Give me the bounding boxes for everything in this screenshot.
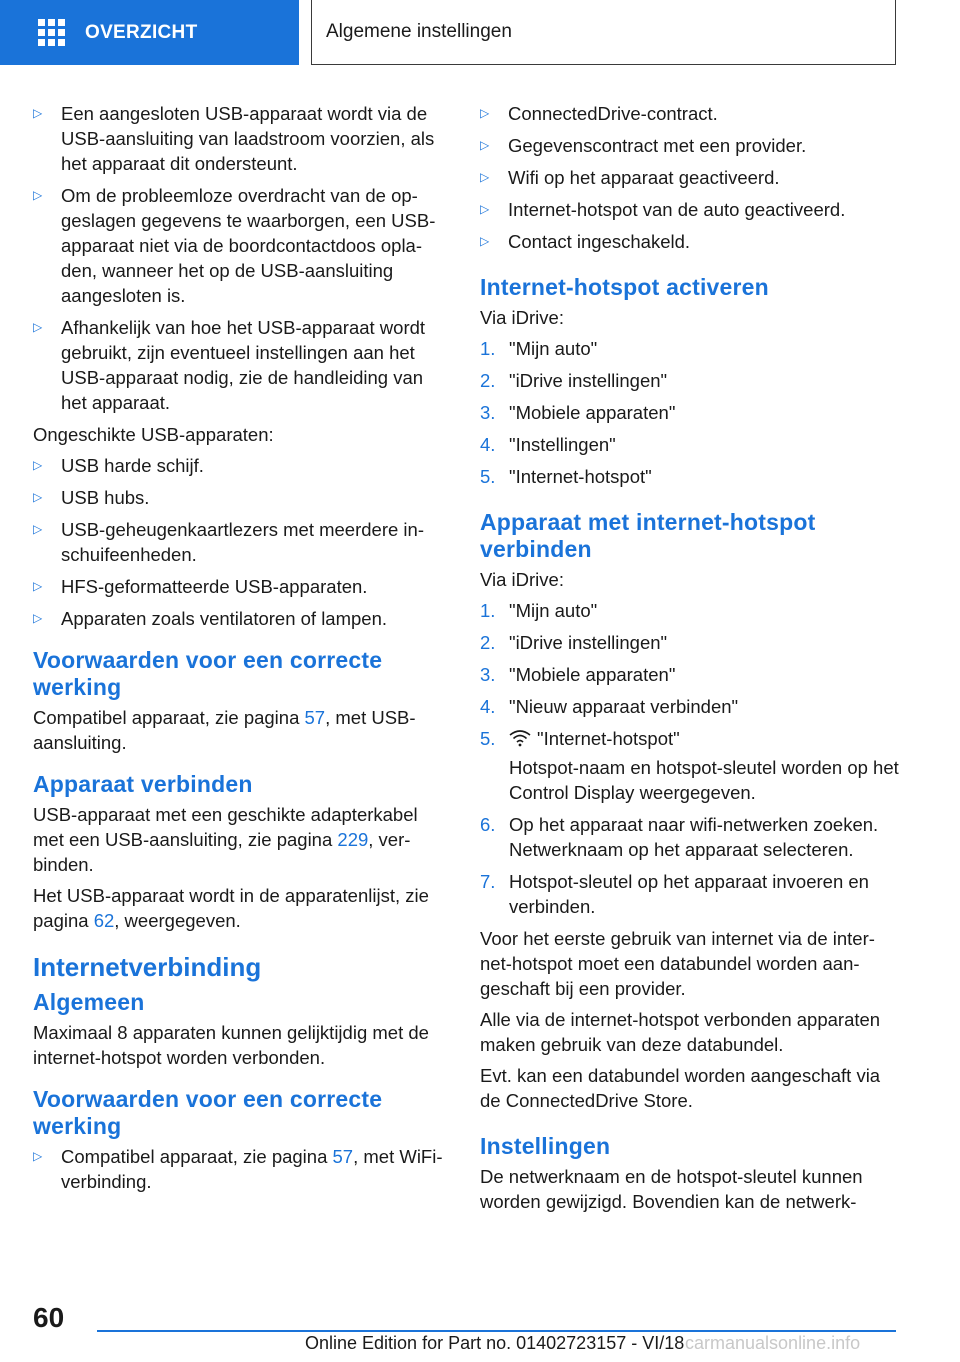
overview-label: OVERZICHT: [85, 21, 198, 43]
step-number: 4.: [480, 696, 496, 717]
list-item: ▷ USB hubs.: [33, 485, 447, 510]
conditions-list: [33, 1144, 447, 1194]
page-number: 60: [33, 1302, 65, 1333]
step-text: "Instellingen": [509, 434, 616, 455]
list-item: ▷ Afhankelijk van hoe het USB-apparaat wordt gebruikt, zijn eventueel instellingen aan het USB-apparaat nodig, zie de handleiding van het apparaat.: [33, 315, 447, 415]
list-item: [480, 630, 900, 655]
page-link[interactable]: 57: [304, 707, 326, 728]
section-header: [311, 0, 896, 65]
list-item: ▷ Om de probleemloze overdracht van de opgeslagen gegevens te waarborgen, een USB-apparaat niet via de boordcontactdoos opladen, wanneer het op de USB-aansluiting aangesloten is.: [33, 183, 447, 308]
list-item: ▷ Internet-hotspot van de auto geactiveerd.: [480, 197, 900, 222]
step-number: 6.: [480, 814, 496, 835]
step-number: 1.: [480, 600, 496, 621]
step-text: "Mobiele apparaten": [509, 402, 676, 423]
usb-notes-list: [33, 101, 447, 415]
step-number: 3.: [480, 402, 496, 423]
text: , met USB-aansluiting.: [33, 707, 416, 753]
list-item: ▷ Apparaten zoals ventilatoren of lampen.: [33, 606, 447, 631]
general-text: Maximaal 8 apparaten kunnen gelijktijdig met de internet-hotspot worden verbonden.: [33, 1022, 429, 1068]
step-number: 4.: [480, 434, 496, 455]
overview-button[interactable]: [0, 0, 299, 65]
step-number: 2.: [480, 370, 496, 391]
list-item: ▷ ConnectedDrive-contract.: [480, 101, 900, 126]
list-item: [480, 336, 900, 361]
list-item: ▷ USB-geheugenkaartlezers met meerdere inschuifeenheden.: [33, 517, 447, 567]
text: , met WiFi-verbinding.: [61, 1146, 443, 1192]
list-item: [480, 432, 900, 457]
list-item: [33, 1144, 447, 1194]
list-item: [480, 694, 900, 719]
page-link[interactable]: 229: [337, 829, 369, 850]
list-item: [480, 726, 900, 805]
settings-text: De netwerknaam en de hotspot-sleutel kunnen worden gewijzigd. Bovendien kan de netwerk-: [480, 1166, 863, 1212]
watermark: carmanualsonline.info: [685, 1333, 861, 1353]
grid-icon: [38, 19, 65, 46]
databundle-text: Voor het eerste gebruik van internet via de internet-hotspot moet een databundel worden aangeschaft bij een provider.: [480, 928, 875, 999]
step-number: 2.: [480, 632, 496, 653]
step-text: "Mijn auto": [509, 338, 598, 359]
list-item: [480, 400, 900, 425]
list-item: ▷ Een aangesloten USB-apparaat wordt via de USB-aansluiting van laadstroom voorzien, als het apparaat dit ondersteunt.: [33, 101, 447, 176]
page-title: Algemene instellingen: [326, 21, 512, 42]
text: Compatibel apparaat, zie pagina: [33, 707, 305, 728]
step-text: "Mobiele apparaten": [509, 664, 676, 685]
right-column: [480, 101, 900, 1220]
page-link[interactable]: 62: [93, 910, 115, 931]
step-text: "Internet-hotspot": [509, 466, 652, 487]
connect-text: [33, 802, 447, 877]
left-column: [33, 101, 447, 1201]
heading-connect-device: Apparaat verbinden: [33, 771, 253, 797]
heading-general: Algemeen: [33, 989, 145, 1015]
step-number: 5.: [480, 728, 496, 749]
heading-conditions: Voorwaarden voor een correcte werking: [33, 647, 383, 700]
via-idrive: Via iDrive:: [480, 307, 564, 328]
list-item: [480, 869, 900, 919]
list-item: ▷ Gegevenscontract met een provider.: [480, 133, 900, 158]
step-note: Netwerknaam op het apparaat selecteren.: [509, 839, 854, 860]
heading-conditions: Voorwaarden voor een correcte werking: [33, 1086, 383, 1139]
databundle-shared-text: Alle via de internet-hotspot verbonden apparaten maken gebruik van deze databundel.: [480, 1009, 881, 1055]
footer-divider: [97, 1330, 896, 1332]
unsuitable-intro: Ongeschikte USB-apparaten:: [33, 424, 274, 445]
step-text: "iDrive instellingen": [509, 632, 668, 653]
requirements-list: [480, 101, 900, 254]
step-text: Hotspot-sleutel op het apparaat invoeren en verbinden.: [509, 871, 869, 917]
step-text: Op het apparaat naar wifi-netwerken zoeken.: [509, 814, 879, 835]
step-text: "Internet-hotspot": [537, 728, 680, 749]
list-item: ▷ USB harde schijf.: [33, 453, 447, 478]
text: Compatibel apparaat, zie pagina: [61, 1146, 333, 1167]
list-item: [480, 598, 900, 623]
step-number: 1.: [480, 338, 496, 359]
step-text: "iDrive instellingen": [509, 370, 668, 391]
step-text: "Mijn auto": [509, 600, 598, 621]
device-list-text: [33, 883, 447, 933]
list-item: ▷ HFS-geformatteerde USB-apparaten.: [33, 574, 447, 599]
wifi-icon: [509, 729, 531, 747]
text: USB-apparaat met een geschikte adapterkabel met een USB-aansluiting, zie pagina: [33, 804, 418, 850]
text: , weergegeven.: [114, 910, 241, 931]
conditions-text: [33, 705, 447, 755]
edition-info: Online Edition for Part no. 01402723157 - VI/18: [305, 1333, 685, 1353]
heading-internet-connection: Internetverbinding: [33, 952, 262, 982]
list-item: ▷ Wifi op het apparaat geactiveerd.: [480, 165, 900, 190]
step-number: 3.: [480, 664, 496, 685]
step-number: 7.: [480, 871, 496, 892]
heading-connect-hotspot: Apparaat met internet-hotspot verbinden: [480, 509, 816, 562]
text: Het USB-apparaat wordt in de apparatenlijst, zie pagina: [33, 885, 429, 931]
list-item: [480, 464, 900, 489]
activate-steps: [480, 336, 900, 489]
heading-settings: Instellingen: [480, 1133, 611, 1159]
step-text: "Nieuw apparaat verbinden": [509, 696, 739, 717]
unsuitable-list: [33, 453, 447, 631]
via-idrive: Via iDrive:: [480, 569, 564, 590]
list-item: [480, 662, 900, 687]
step-number: 5.: [480, 466, 496, 487]
list-item: ▷ Contact ingeschakeld.: [480, 229, 900, 254]
databundle-store-text: Evt. kan een databundel worden aangeschaft via de ConnectedDrive Store.: [480, 1065, 881, 1111]
heading-activate-hotspot: Internet-hotspot activeren: [480, 274, 769, 300]
list-item: [480, 812, 900, 862]
list-item: [480, 368, 900, 393]
text: , verbinden.: [33, 829, 411, 875]
step-note: Hotspot-naam en hotspot-sleutel worden op het Control Display weergegeven.: [509, 757, 899, 803]
connect-steps: [480, 598, 900, 919]
page-link[interactable]: 57: [332, 1146, 354, 1167]
